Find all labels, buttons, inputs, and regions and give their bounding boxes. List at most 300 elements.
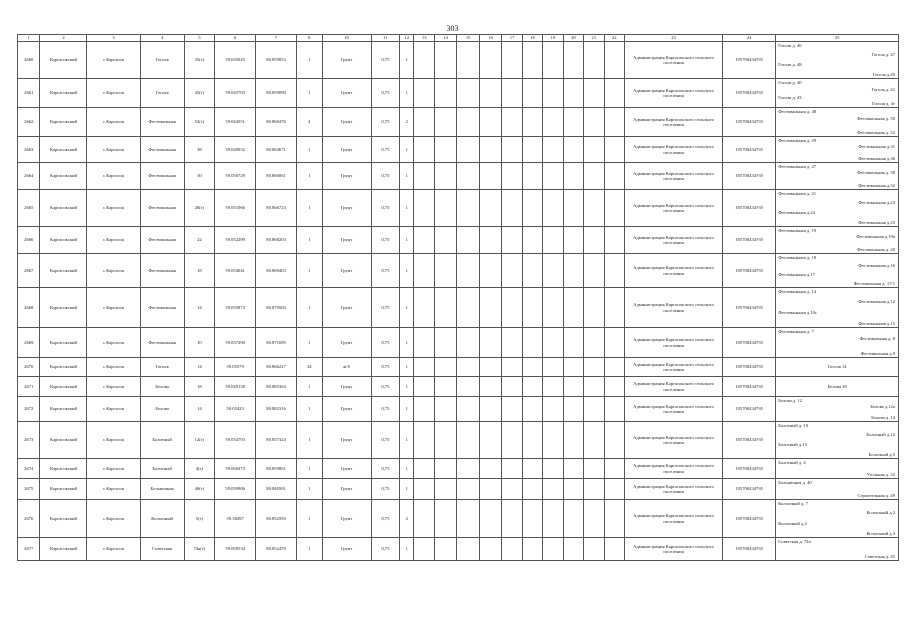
- empty-cell: [414, 288, 434, 328]
- empty-cell: [543, 500, 563, 538]
- addresses-cell: [776, 377, 899, 397]
- table-row: [18, 500, 899, 538]
- empty-cell: [563, 108, 583, 137]
- settlement-cell: с.Каргасок: [87, 190, 140, 227]
- settlement-cell: с.Каргасок: [87, 254, 140, 288]
- addresses-cell: [776, 108, 899, 137]
- address-line: Фестивальная д.24: [778, 210, 815, 216]
- empty-cell: [457, 288, 479, 328]
- empty-cell: [434, 538, 456, 561]
- container-count-cell: 1: [400, 328, 414, 358]
- quantity-cell: 1: [296, 422, 322, 459]
- surface-cell: Грунт: [322, 377, 371, 397]
- empty-cell: [479, 538, 501, 561]
- empty-cell: [584, 190, 604, 227]
- empty-cell: [414, 190, 434, 227]
- longitude-cell: 80.840501: [256, 479, 297, 500]
- empty-cell: [543, 190, 563, 227]
- owner-cell: Администрация Каргасокского сельского поселения: [624, 479, 722, 500]
- address-line: Белова д.12а: [870, 403, 895, 409]
- table-row: [18, 459, 899, 479]
- column-header: 12: [400, 35, 414, 42]
- address-line: Фестивальная д.32: [858, 182, 895, 188]
- empty-cell: [584, 500, 604, 538]
- table-row: [18, 288, 899, 328]
- column-header: 17: [502, 35, 522, 42]
- row-number: 2662: [18, 108, 40, 137]
- address-line: Гоголя д. 4т: [871, 100, 895, 106]
- district-cell: Каргасокский: [40, 190, 87, 227]
- address-line: Фестивальная д. 50: [857, 115, 895, 121]
- empty-cell: [543, 79, 563, 108]
- empty-cell: [502, 479, 522, 500]
- latitude-cell: 59.38497: [215, 500, 256, 538]
- longitude-cell: 80.857324: [256, 422, 297, 459]
- column-header: 1: [18, 35, 40, 42]
- owner-cell: Администрация Каргасокского сельского поселения: [624, 42, 722, 79]
- empty-cell: [457, 397, 479, 422]
- empty-cell: [479, 397, 501, 422]
- empty-cell: [584, 108, 604, 137]
- address-line: Болотный д. 4: [778, 460, 806, 465]
- container-count-cell: 1: [400, 190, 414, 227]
- empty-cell: [479, 500, 501, 538]
- address-line: Фестивальная д.10с: [778, 309, 817, 315]
- owner-cell: Администрация Каргасокского сельского поселения: [624, 459, 722, 479]
- house-cell: 18: [184, 254, 215, 288]
- empty-cell: [414, 479, 434, 500]
- owner-cell: Администрация Каргасокского сельского поселения: [624, 328, 722, 358]
- owner-cell: Администрация Каргасокского сельского поселения: [624, 358, 722, 377]
- settlement-cell: с.Каргасок: [87, 397, 140, 422]
- quantity-cell: 1: [296, 397, 322, 422]
- empty-cell: [479, 108, 501, 137]
- row-number: 2670: [18, 358, 40, 377]
- owner-cell: Администрация Каргасокского сельского поселения: [624, 108, 722, 137]
- owner-cell: Администрация Каргасокского сельского поселения: [624, 79, 722, 108]
- empty-cell: [604, 79, 624, 108]
- empty-cell: [543, 422, 563, 459]
- empty-cell: [457, 358, 479, 377]
- empty-cell: [563, 42, 583, 79]
- empty-cell: [584, 459, 604, 479]
- column-header: 18: [522, 35, 542, 42]
- empty-cell: [434, 227, 456, 254]
- address-line: Фестивальная д. 27: [778, 164, 817, 169]
- empty-cell: [563, 377, 583, 397]
- row-number: 2671: [18, 377, 40, 397]
- latitude-cell: 59.055873: [215, 288, 256, 328]
- surface-cell: Грунт: [322, 288, 371, 328]
- address-line: Фестивальная д. 18: [778, 255, 817, 260]
- address-line: Фестивальная д. 29: [778, 138, 817, 143]
- table-row: [18, 397, 899, 422]
- address-line: Гоголя д. 40: [778, 80, 802, 85]
- street-cell: Фестивальная: [140, 137, 184, 163]
- street-cell: Белова: [140, 397, 184, 422]
- empty-cell: [604, 479, 624, 500]
- empty-cell: [479, 137, 501, 163]
- address-line: Фестивальная д. 8: [859, 336, 895, 342]
- empty-cell: [434, 459, 456, 479]
- district-cell: Каргасокский: [40, 422, 87, 459]
- header-row: [18, 35, 899, 42]
- house-cell: 40(г): [184, 479, 215, 500]
- address-line: Белова 18: [827, 383, 847, 389]
- empty-cell: [522, 254, 542, 288]
- empty-cell: [457, 254, 479, 288]
- surface-cell: Грунт: [322, 227, 371, 254]
- owner-cell: Администрация Каргасокского сельского поселения: [624, 254, 722, 288]
- container-count-cell: 1: [400, 42, 414, 79]
- empty-cell: [502, 190, 522, 227]
- empty-cell: [543, 227, 563, 254]
- table-row: [18, 190, 899, 227]
- house-cell: 45(г): [184, 79, 215, 108]
- empty-cell: [543, 163, 563, 190]
- column-header: 3: [87, 35, 140, 42]
- inn-cell: 1057004347б5: [723, 328, 776, 358]
- column-header: 14: [434, 35, 456, 42]
- empty-cell: [479, 459, 501, 479]
- empty-cell: [604, 137, 624, 163]
- street-cell: Фестивальная: [140, 163, 184, 190]
- settlement-cell: с.Каргасок: [87, 227, 140, 254]
- latitude-cell: 59.054793: [215, 422, 256, 459]
- volume-cell: 0,75: [371, 358, 400, 377]
- address-line: Фестивальная д.15: [858, 320, 895, 326]
- street-cell: Колхозный: [140, 500, 184, 538]
- address-line: Болотный д. 10: [778, 423, 809, 428]
- inn-cell: 1057004347б5: [723, 422, 776, 459]
- empty-cell: [543, 108, 563, 137]
- address-line: Колхозный д.4: [778, 520, 807, 526]
- empty-cell: [522, 397, 542, 422]
- empty-cell: [604, 397, 624, 422]
- settlement-cell: с.Каргасок: [87, 328, 140, 358]
- addresses-cell: [776, 288, 899, 328]
- inn-cell: 1057004347б5: [723, 163, 776, 190]
- addresses-cell: [776, 79, 899, 108]
- quantity-cell: 24: [296, 358, 322, 377]
- empty-cell: [584, 358, 604, 377]
- settlement-cell: с.Каргасок: [87, 42, 140, 79]
- empty-cell: [563, 227, 583, 254]
- quantity-cell: 1: [296, 254, 322, 288]
- empty-cell: [414, 328, 434, 358]
- surface-cell: Грунт: [322, 538, 371, 561]
- house-cell: 4(г): [184, 459, 215, 479]
- empty-cell: [479, 42, 501, 79]
- table-row: [18, 358, 899, 377]
- empty-cell: [502, 42, 522, 79]
- address-line: Белова д. 14: [871, 414, 895, 420]
- district-cell: Каргасокский: [40, 288, 87, 328]
- address-line: Фестивальная д. 19: [778, 228, 817, 233]
- surface-cell: Грунт: [322, 108, 371, 137]
- latitude-cell: 59.05579: [215, 358, 256, 377]
- longitude-cell: 80.885364: [256, 377, 297, 397]
- address-line: Гоголя д. 46: [778, 43, 802, 48]
- table-row: [18, 538, 899, 561]
- empty-cell: [479, 328, 501, 358]
- latitude-cell: 59.057290: [215, 328, 256, 358]
- row-number: 2663: [18, 137, 40, 163]
- empty-cell: [502, 459, 522, 479]
- empty-cell: [522, 358, 542, 377]
- row-number: 2666: [18, 227, 40, 254]
- table-row: [18, 227, 899, 254]
- quantity-cell: 1: [296, 137, 322, 163]
- empty-cell: [479, 358, 501, 377]
- inn-cell: 1057004347б5: [723, 79, 776, 108]
- settlement-cell: с.Каргасок: [87, 459, 140, 479]
- latitude-cell: 59.050729: [215, 163, 256, 190]
- house-cell: 52(г): [184, 108, 215, 137]
- empty-cell: [479, 479, 501, 500]
- district-cell: Каргасокский: [40, 459, 87, 479]
- empty-cell: [479, 254, 501, 288]
- longitude-cell: 80.860476: [256, 108, 297, 137]
- empty-cell: [584, 137, 604, 163]
- empty-cell: [522, 79, 542, 108]
- empty-cell: [457, 42, 479, 79]
- empty-cell: [563, 479, 583, 500]
- empty-cell: [563, 422, 583, 459]
- surface-cell: Грунт: [322, 500, 371, 538]
- longitude-cell: 80.866227: [256, 358, 297, 377]
- empty-cell: [434, 328, 456, 358]
- column-header: 2: [40, 35, 87, 42]
- row-number: 2664: [18, 163, 40, 190]
- quantity-cell: 1: [296, 163, 322, 190]
- container-count-cell: 1: [400, 479, 414, 500]
- house-cell: 14: [184, 397, 215, 422]
- house-cell: 5(г): [184, 500, 215, 538]
- column-header: 5: [184, 35, 215, 42]
- empty-cell: [434, 137, 456, 163]
- surface-cell: Грунт: [322, 422, 371, 459]
- empty-cell: [522, 137, 542, 163]
- empty-cell: [434, 190, 456, 227]
- empty-cell: [543, 137, 563, 163]
- address-line: Белова д. 12: [778, 398, 803, 403]
- table-row: [18, 254, 899, 288]
- column-header: 6: [215, 35, 256, 42]
- empty-cell: [522, 500, 542, 538]
- empty-cell: [604, 288, 624, 328]
- owner-cell: Администрация Каргасокского сельского поселения: [624, 422, 722, 459]
- empty-cell: [479, 79, 501, 108]
- address-line: Строительная д. 49: [857, 492, 895, 498]
- empty-cell: [502, 328, 522, 358]
- empty-cell: [434, 163, 456, 190]
- empty-cell: [457, 479, 479, 500]
- surface-cell: Грунт: [322, 163, 371, 190]
- empty-cell: [522, 328, 542, 358]
- district-cell: Каргасокский: [40, 500, 87, 538]
- inn-cell: 1057004347б5: [723, 42, 776, 79]
- empty-cell: [604, 422, 624, 459]
- empty-cell: [457, 163, 479, 190]
- surface-cell: Грунт: [322, 479, 371, 500]
- empty-cell: [434, 358, 456, 377]
- district-cell: Каргасокский: [40, 328, 87, 358]
- address-line: Болотный д.5: [868, 451, 895, 457]
- longitude-cell: 80.852479: [256, 538, 297, 561]
- settlement-cell: с.Каргасок: [87, 137, 140, 163]
- address-line: Фестивальная д. 7: [778, 329, 814, 334]
- latitude-cell: 59.044551: [215, 108, 256, 137]
- address-line: Фестивальная д. 20: [857, 246, 895, 252]
- empty-cell: [414, 137, 434, 163]
- owner-cell: Администрация Каргасокского сельского поселения: [624, 190, 722, 227]
- column-header: 11: [371, 35, 400, 42]
- addresses-cell: [776, 328, 899, 358]
- empty-cell: [543, 288, 563, 328]
- quantity-cell: 1: [296, 377, 322, 397]
- empty-cell: [563, 79, 583, 108]
- address-line: Фестивальная д.12: [858, 298, 895, 304]
- district-cell: Каргасокский: [40, 538, 87, 561]
- street-cell: Гоголя: [140, 79, 184, 108]
- street-cell: Фестивальная: [140, 328, 184, 358]
- longitude-cell: 80.852593: [256, 500, 297, 538]
- empty-cell: [434, 500, 456, 538]
- empty-cell: [502, 288, 522, 328]
- row-number: 2676: [18, 500, 40, 538]
- empty-cell: [457, 328, 479, 358]
- empty-cell: [457, 538, 479, 561]
- volume-cell: 0,75: [371, 397, 400, 422]
- empty-cell: [434, 397, 456, 422]
- empty-cell: [563, 328, 583, 358]
- address-line: Угольная д. 32: [866, 471, 895, 477]
- longitude-cell: 80.866723: [256, 190, 297, 227]
- surface-cell: Грунт: [322, 42, 371, 79]
- owner-cell: Администрация Каргасокского сельского поселения: [624, 377, 722, 397]
- empty-cell: [543, 377, 563, 397]
- column-header: 7: [256, 35, 297, 42]
- quantity-cell: 1: [296, 42, 322, 79]
- quantity-cell: 1: [296, 459, 322, 479]
- settlement-cell: с.Каргасок: [87, 377, 140, 397]
- addresses-cell: [776, 254, 899, 288]
- empty-cell: [522, 190, 542, 227]
- empty-cell: [502, 377, 522, 397]
- column-header: 23: [624, 35, 722, 42]
- quantity-cell: 1: [296, 79, 322, 108]
- empty-cell: [563, 538, 583, 561]
- street-cell: Гоголя: [140, 42, 184, 79]
- inn-cell: 1057004347б5: [723, 190, 776, 227]
- empty-cell: [414, 108, 434, 137]
- settlement-cell: с.Каргасок: [87, 538, 140, 561]
- volume-cell: 0,75: [371, 190, 400, 227]
- empty-cell: [457, 79, 479, 108]
- empty-cell: [479, 377, 501, 397]
- empty-cell: [414, 538, 434, 561]
- empty-cell: [563, 137, 583, 163]
- volume-cell: 0,75: [371, 137, 400, 163]
- owner-cell: Администрация Каргасокского сельского поселения: [624, 163, 722, 190]
- surface-cell: Грунт: [322, 79, 371, 108]
- empty-cell: [457, 108, 479, 137]
- container-count-cell: 2: [400, 500, 414, 538]
- volume-cell: 0,75: [371, 108, 400, 137]
- address-line: Гоголя 14: [827, 364, 847, 370]
- longitude-cell: 80.864671: [256, 137, 297, 163]
- settlement-cell: с.Каргасок: [87, 288, 140, 328]
- volume-cell: 0,75: [371, 227, 400, 254]
- latitude-cell: 59.059534: [215, 538, 256, 561]
- address-line: Колхозный д.2: [866, 510, 895, 516]
- address-line: Гоголя д. 43: [778, 94, 802, 100]
- surface-cell: Грунт: [322, 137, 371, 163]
- empty-cell: [434, 377, 456, 397]
- quantity-cell: 1: [296, 538, 322, 561]
- container-count-cell: 1: [400, 163, 414, 190]
- empty-cell: [434, 254, 456, 288]
- empty-cell: [457, 190, 479, 227]
- row-number: 2661: [18, 79, 40, 108]
- empty-cell: [604, 328, 624, 358]
- settlement-cell: с.Каргасок: [87, 479, 140, 500]
- house-cell: 14: [184, 358, 215, 377]
- longitude-cell: 80.859090: [256, 79, 297, 108]
- owner-cell: Администрация Каргасокского сельского поселения: [624, 500, 722, 538]
- empty-cell: [522, 538, 542, 561]
- container-count-cell: 1: [400, 79, 414, 108]
- address-line: Болотный д.12: [866, 432, 895, 438]
- longitude-cell: 80.859801: [256, 459, 297, 479]
- inn-cell: 1057004347б5: [723, 108, 776, 137]
- empty-cell: [604, 108, 624, 137]
- house-cell: 10: [184, 328, 215, 358]
- empty-cell: [584, 479, 604, 500]
- addresses-cell: [776, 479, 899, 500]
- empty-cell: [457, 422, 479, 459]
- empty-cell: [522, 288, 542, 328]
- volume-cell: 0,75: [371, 79, 400, 108]
- column-header: 4: [140, 35, 184, 42]
- empty-cell: [502, 358, 522, 377]
- quantity-cell: 1: [296, 500, 322, 538]
- district-cell: Каргасокский: [40, 254, 87, 288]
- house-cell: 22: [184, 227, 215, 254]
- latitude-cell: 59.060473: [215, 459, 256, 479]
- empty-cell: [604, 358, 624, 377]
- volume-cell: 0,75: [371, 422, 400, 459]
- table-row: [18, 328, 899, 358]
- empty-cell: [502, 422, 522, 459]
- volume-cell: 0,75: [371, 459, 400, 479]
- empty-cell: [502, 254, 522, 288]
- empty-cell: [563, 190, 583, 227]
- district-cell: Каргасокский: [40, 397, 87, 422]
- table-row: [18, 377, 899, 397]
- owner-cell: Администрация Каргасокского сельского поселения: [624, 538, 722, 561]
- empty-cell: [457, 227, 479, 254]
- addresses-cell: [776, 190, 899, 227]
- street-cell: Советская: [140, 538, 184, 561]
- empty-cell: [584, 42, 604, 79]
- surface-cell: Грунт: [322, 328, 371, 358]
- address-line: Фестивальная д. 21: [778, 191, 817, 196]
- column-header: 25: [776, 35, 899, 42]
- container-count-cell: 1: [400, 227, 414, 254]
- empty-cell: [584, 397, 604, 422]
